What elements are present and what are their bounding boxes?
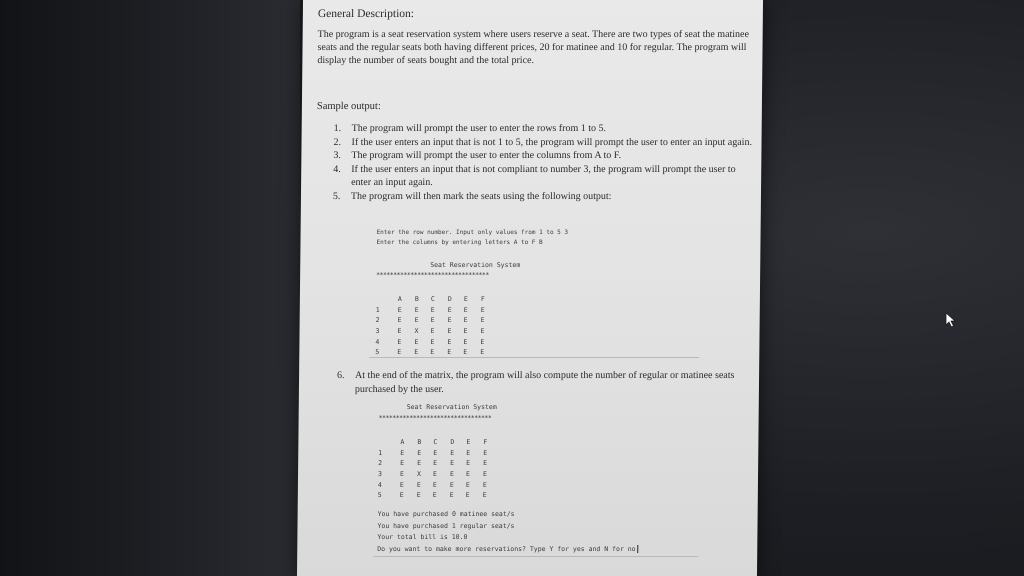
divider-line [373,556,698,557]
stars-divider-1: ********************************* [376,271,489,279]
grid-row: 4 E E E E E E [377,480,487,489]
list-item: 3. The program will prompt the user to enter the columns from A to F. [333,150,622,161]
console-output-1 [376,228,568,248]
purchase-summary [377,509,639,555]
description-paragraph: The program is a seat reservation system where users reserve a seat. There are two types of seat the matinee seats and the regular seats both having different prices, 20 for matinee and 10 for regular. The program will display the number of seats bought and the total price. [317,29,750,66]
steps-list [333,122,754,203]
system-title-2: Seat Reservation System [406,403,497,411]
list-item: 2. If the user enters an input that is not 1 to 5, the program will prompt the user to enter an input again. [333,136,753,148]
row-prompt: Enter the row number. Input only values from 1 to 5 3 [376,229,569,236]
stars-divider-2: ********************************* [378,414,492,422]
page-heading: General Description: [317,8,415,20]
list-item: 4. If the user enters an input that is not compliant to number 3, the program will prompt the user to enter an input again. [333,163,736,188]
grid-row: 1 E E E E E E [378,448,488,457]
regular-count-line: You have purchased 1 regular seat/s [377,521,515,530]
list-item: 5. The program will then mark the seats using the following output: [332,190,612,202]
grid-row: 2 E E E E E E [375,316,485,325]
list-item: 6. At the end of the matrix, the program will also compute the number of regular or matinee seats purchased by the user. [337,370,735,395]
more-reservations-prompt: Do you want to make more reservations? Type Y for yes and N for no [377,544,638,556]
grid-row: 3 E X E E E E [378,470,488,479]
mouse-pointer-icon [945,312,957,328]
column-prompt: Enter the columns by entering letters A to F B [376,239,543,246]
total-bill-line: Your total bill is 10.0 [377,533,468,541]
grid-header-row: A B C D E F [397,295,485,303]
grid-row: 1 E E E E E E [375,305,485,314]
printed-page [297,0,763,576]
divider-line [369,357,699,358]
text-cursor-icon [638,545,639,553]
seat-grid-2 [378,438,509,502]
sample-output-label: Sample output: [316,101,381,112]
grid-row: 5 E E E E E E [377,491,487,500]
grid-header-row: A B C D E F [400,438,488,446]
list-item: 1. The program will prompt the user to enter the rows from 1 to 5. [333,123,607,134]
grid-row: 4 E E E E E E [375,337,485,346]
seat-grid-1 [375,295,506,359]
grid-row: 2 E E E E E E [378,459,488,468]
grid-row: 5 E E E E E E [375,348,485,357]
system-title-1: Seat Reservation System [430,261,521,269]
grid-row: 3 E X E E E E [375,327,485,336]
matinee-count-line: You have purchased 0 matinee seat/s [377,510,515,518]
background-left-shadow [0,0,300,576]
